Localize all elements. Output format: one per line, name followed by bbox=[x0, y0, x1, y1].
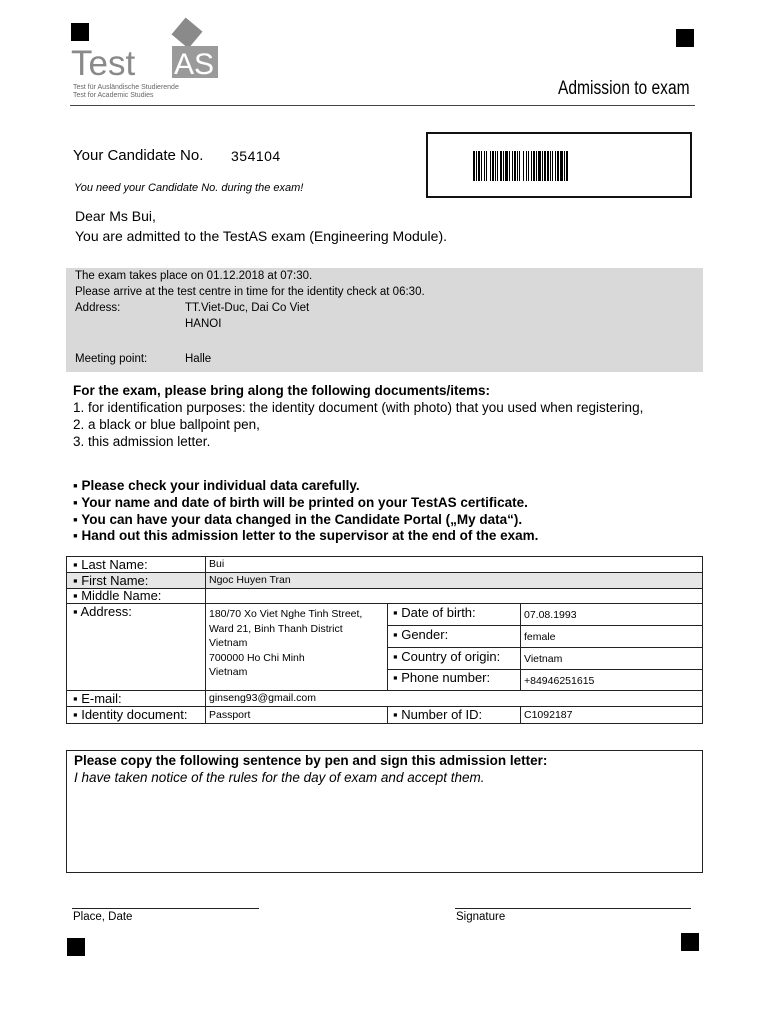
signature-instruction-box bbox=[66, 750, 703, 873]
last-name-label: ▪ Last Name: bbox=[66, 556, 206, 573]
barcode-bar bbox=[476, 151, 477, 181]
identity-document-value: Passport bbox=[205, 706, 388, 724]
exam-address-label: Address: bbox=[75, 302, 121, 314]
barcode-bar bbox=[533, 151, 535, 181]
svg-text:AS: AS bbox=[174, 48, 215, 80]
country-value: Vietnam bbox=[520, 647, 703, 670]
barcode-bar bbox=[526, 151, 527, 181]
barcode-bar bbox=[503, 151, 504, 181]
barcode-bar bbox=[509, 151, 510, 181]
documents-item-2: 2. a black or blue ballpoint pen, bbox=[73, 417, 260, 432]
phone-label: ▪ Phone number: bbox=[387, 669, 521, 691]
address-value bbox=[205, 603, 388, 691]
barcode-bar bbox=[497, 151, 498, 181]
barcode-bar bbox=[555, 151, 556, 181]
barcode-bar bbox=[495, 151, 496, 181]
barcode-bar bbox=[531, 151, 532, 181]
check-item: ▪ Hand out this admission letter to the supervisor at the end of the exam. bbox=[73, 528, 539, 544]
barcode-bar bbox=[519, 151, 520, 181]
barcode-bar bbox=[566, 151, 568, 181]
email-value: ginseng93@gmail.com bbox=[205, 690, 703, 707]
greeting-admission: You are admitted to the TestAS exam (Engineering Module). bbox=[75, 228, 447, 244]
candidate-number-label: Your Candidate No. bbox=[73, 147, 204, 164]
barcode-box bbox=[426, 132, 692, 198]
barcode-bar bbox=[550, 151, 551, 181]
signature-sentence: I have taken notice of the rules for the day of exam and accept them. bbox=[74, 770, 485, 785]
address-line: 700000 Ho Chi Minh bbox=[209, 651, 305, 664]
gender-label: ▪ Gender: bbox=[387, 625, 521, 648]
phone-value: +84946251615 bbox=[520, 669, 703, 691]
registration-mark-top-right bbox=[676, 29, 694, 47]
address-line: Ward 21, Binh Thanh District bbox=[209, 622, 343, 635]
barcode bbox=[473, 151, 653, 181]
barcode-bar bbox=[523, 151, 524, 181]
registration-mark-bottom-right bbox=[681, 933, 699, 951]
logo-subtitle-1: Test für Ausländische Studierende bbox=[73, 84, 179, 91]
signature-label: Signature bbox=[456, 911, 506, 923]
barcode-bar bbox=[536, 151, 537, 181]
registration-mark-bottom-left bbox=[67, 938, 85, 956]
candidate-number: 354104 bbox=[231, 148, 281, 164]
address-label: ▪ Address: bbox=[66, 603, 206, 691]
last-name-value: Bui bbox=[205, 556, 703, 573]
check-item: ▪ Please check your individual data carefully. bbox=[73, 478, 360, 493]
dob-label: ▪ Date of birth: bbox=[387, 603, 521, 626]
meeting-point-label: Meeting point: bbox=[75, 353, 148, 365]
documents-heading: For the exam, please bring along the following documents/items: bbox=[73, 383, 491, 398]
barcode-bar bbox=[528, 151, 529, 181]
barcode-bar bbox=[473, 151, 475, 181]
identity-document-label: ▪ Identity document: bbox=[66, 706, 206, 724]
candidate-number-note: You need your Candidate No. during the exam! bbox=[74, 182, 304, 194]
check-item: ▪ You can have your data changed in the Candidate Portal („My data“). bbox=[73, 511, 523, 527]
barcode-bar bbox=[481, 151, 482, 181]
barcode-bar bbox=[517, 151, 518, 181]
barcode-bar bbox=[557, 151, 559, 181]
address-line: 180/70 Xo Viet Nghe Tinh Street, bbox=[209, 608, 363, 620]
barcode-bar bbox=[514, 151, 516, 181]
id-number-label: ▪ Number of ID: bbox=[387, 706, 521, 724]
check-item: ▪ Your name and date of birth will be printed on your TestAS certificate. bbox=[73, 494, 528, 510]
header-rule bbox=[70, 105, 695, 106]
logo-subtitle-2: Test for Academic Studies bbox=[73, 92, 154, 99]
middle-name-label: ▪ Middle Name: bbox=[66, 588, 206, 604]
barcode-bar bbox=[492, 151, 494, 181]
barcode-bar bbox=[478, 151, 480, 181]
greeting bbox=[75, 206, 447, 246]
place-date-line bbox=[72, 908, 259, 909]
id-number-value: C1092187 bbox=[520, 706, 703, 724]
exam-address-line-1: TT.Viet-Duc, Dai Co Viet bbox=[185, 302, 310, 314]
signature-instruction-heading: Please copy the following sentence by pen and sign this admission letter: bbox=[74, 753, 548, 768]
barcode-bar bbox=[547, 151, 549, 181]
testas-logo bbox=[70, 14, 220, 80]
dob-value: 07.08.1993 bbox=[520, 603, 703, 626]
barcode-bar bbox=[552, 151, 553, 181]
first-name-label: ▪ First Name: bbox=[66, 572, 206, 589]
middle-name-value bbox=[205, 588, 703, 604]
greeting-salutation: Dear Ms Bui, bbox=[75, 208, 156, 224]
meeting-point-value: Halle bbox=[185, 353, 212, 365]
barcode-bar bbox=[505, 151, 508, 181]
country-label: ▪ Country of origin: bbox=[387, 647, 521, 670]
documents-item-3: 3. this admission letter. bbox=[73, 434, 211, 449]
barcode-bar bbox=[560, 151, 563, 181]
address-line: Vietnam bbox=[209, 666, 248, 678]
barcode-bar bbox=[484, 151, 485, 181]
documents-item-1: 1. for identification purposes: the identity document (with photo) that you used when registering, bbox=[73, 400, 644, 415]
svg-text:Test: Test bbox=[71, 44, 136, 80]
exam-info-panel bbox=[66, 268, 703, 372]
page-title: Admission to exam bbox=[558, 78, 690, 99]
check-list bbox=[73, 478, 538, 545]
barcode-bar bbox=[542, 151, 543, 181]
first-name-value: Ngoc Huyen Tran bbox=[205, 572, 703, 589]
gender-value: female bbox=[520, 625, 703, 648]
barcode-bar bbox=[538, 151, 541, 181]
documents-section bbox=[73, 382, 693, 450]
barcode-bar bbox=[486, 151, 487, 181]
signature-line bbox=[455, 908, 691, 909]
barcode-bar bbox=[500, 151, 502, 181]
exam-arrival-line: Please arrive at the test centre in time for the identity check at 06:30. bbox=[75, 286, 425, 298]
address-line: Vietnam bbox=[209, 637, 248, 649]
email-label: ▪ E-mail: bbox=[66, 690, 206, 707]
barcode-bar bbox=[512, 151, 513, 181]
exam-date-line: The exam takes place on 01.12.2018 at 07:30. bbox=[75, 270, 313, 282]
barcode-bar bbox=[564, 151, 565, 181]
exam-address-line-2: HANOI bbox=[185, 318, 222, 330]
barcode-bar bbox=[490, 151, 491, 181]
place-date-label: Place, Date bbox=[73, 911, 133, 923]
barcode-bar bbox=[544, 151, 546, 181]
